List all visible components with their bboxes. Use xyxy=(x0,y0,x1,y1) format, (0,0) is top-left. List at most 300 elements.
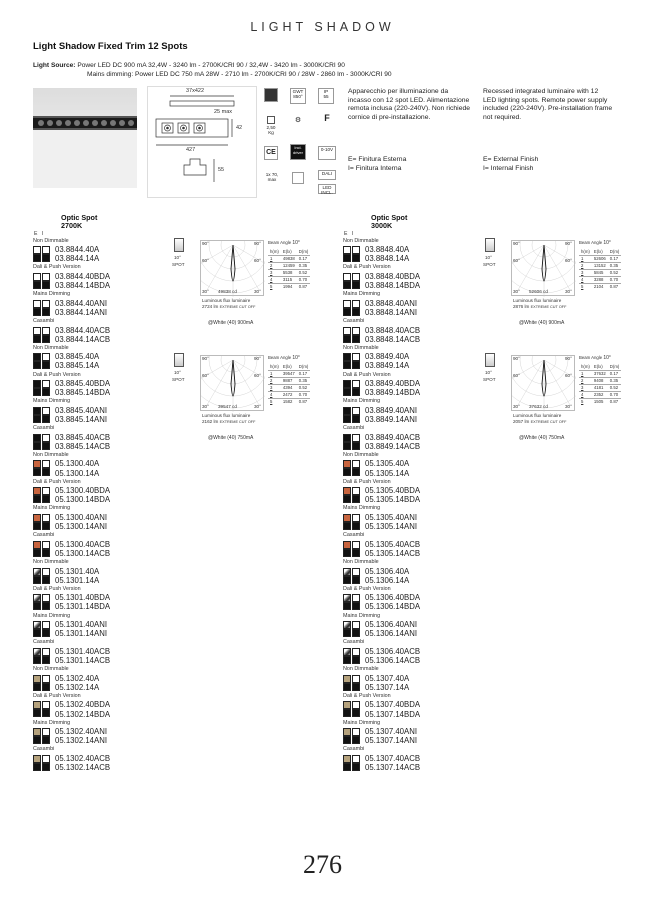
ext-finish-swatch xyxy=(33,487,41,495)
page-title: Light Shadow Fixed Trim 12 Spots xyxy=(33,41,188,52)
finish-swatch-pair xyxy=(343,379,463,397)
int-finish-swatch xyxy=(42,308,50,316)
finish-swatch-pair xyxy=(343,647,463,665)
finish-swatch-pair xyxy=(33,406,153,424)
polar-diagram xyxy=(200,355,264,411)
int-finish-swatch xyxy=(352,388,360,396)
int-finish-swatch xyxy=(42,594,50,602)
led-text: LED INCL. xyxy=(321,185,333,195)
cutoff-label: EXTREME CUT OFF xyxy=(219,304,256,309)
table-header-cell: D(m) xyxy=(298,363,309,369)
optic-type-label: SPOT xyxy=(172,262,185,267)
table-row xyxy=(579,269,621,276)
light-source xyxy=(33,62,392,79)
polar-grid-ray xyxy=(233,245,259,290)
ext-finish-swatch xyxy=(343,380,351,388)
product-code: 05.1305.14BDA xyxy=(365,495,421,505)
product-code: 03.8845.40ACB xyxy=(55,432,111,442)
finish-swatch-pair xyxy=(343,299,463,317)
product-code: 05.1306.14ANI xyxy=(365,629,418,639)
version-label: Non Dimmable xyxy=(343,451,379,458)
product-code: 05.1306.40ANI xyxy=(365,620,418,630)
int-finish-swatch xyxy=(352,656,360,664)
product-code: 03.8844.14A xyxy=(55,254,100,264)
table-header-row xyxy=(579,363,621,370)
illuminance-grid xyxy=(268,248,310,290)
ce-icon xyxy=(264,146,278,160)
int-finish-swatch xyxy=(42,487,50,495)
finish-swatch-pair xyxy=(33,700,153,718)
table-row xyxy=(268,391,310,398)
table-cell: 2472 xyxy=(281,391,297,398)
flux-value: 2876 lm xyxy=(513,303,530,309)
dali-text: DALI xyxy=(321,171,333,176)
beam-angle-label: 10° xyxy=(485,255,492,260)
table-cell: 4 xyxy=(579,276,592,283)
product-code: 05.1301.40A xyxy=(55,566,100,576)
table-cell: 0.70 xyxy=(608,276,622,283)
table-cell: 13152 xyxy=(593,263,606,268)
table-cell: 5 xyxy=(268,398,281,405)
flux-row xyxy=(202,304,255,311)
int-finish-swatch xyxy=(42,327,50,335)
product-code: 05.1302.14BDA xyxy=(55,709,111,719)
beam-angle-title: Beam Angle xyxy=(268,355,292,360)
ext-finish-swatch xyxy=(343,308,351,316)
light-source-line1: Power LED DC 900 mA 32,4W - 3240 lm - 2700K/CRI 90 / 32,4W - 3420 lm - 3000K/CRI 90 xyxy=(77,62,345,69)
finish-en-ext: E= External Finish xyxy=(483,156,539,163)
flux-label: Luminous flux luminaire xyxy=(513,413,562,418)
beam-angle-header xyxy=(579,240,629,246)
illuminance-grid xyxy=(268,363,310,405)
version-label: Mains Dimming xyxy=(33,291,71,298)
product-code: 03.8845.14A xyxy=(55,361,100,371)
int-finish-swatch xyxy=(42,683,50,691)
product-code: 05.1307.40ACB xyxy=(365,754,421,764)
wattage-icon xyxy=(264,172,280,188)
table-cell: 4 xyxy=(268,276,281,283)
table-header-cell: E(lx) xyxy=(593,248,603,254)
version-label: Casambi xyxy=(343,746,365,753)
ext-finish-swatch xyxy=(343,594,351,602)
product-code: 03.8844.40ANI xyxy=(55,298,108,308)
int-finish-swatch xyxy=(352,514,360,522)
flux-label: Luminous flux luminaire xyxy=(513,298,562,303)
description-en: Recessed integrated luminaire with 12 LED lighting spots. Remote power supply included (220-240V). Pre-installation frame not required. xyxy=(483,88,613,121)
f-mark: F xyxy=(324,113,330,123)
table-row xyxy=(579,377,621,384)
polar-diagram xyxy=(200,240,264,296)
weight-icon xyxy=(264,116,278,134)
product-code: 03.8849.40A xyxy=(365,352,410,362)
ext-finish-swatch xyxy=(343,407,351,415)
product-code: 03.8848.40ANI xyxy=(365,298,418,308)
table-cell: 0.35 xyxy=(297,262,311,269)
product-code: 05.1306.40ACB xyxy=(365,646,421,656)
ext-finish-swatch xyxy=(33,736,41,744)
product-code: 03.8848.14ANI xyxy=(365,307,418,317)
product-code: 03.8844.40ACB xyxy=(55,325,111,335)
int-finish-swatch xyxy=(42,353,50,361)
table-cell: 2 xyxy=(268,377,281,384)
ext-finish-swatch xyxy=(33,594,41,602)
product-code: 03.8845.14ANI xyxy=(55,414,108,424)
dimm-badge xyxy=(318,146,336,160)
version-label: Non Dimmable xyxy=(343,558,379,565)
int-finish-swatch xyxy=(352,629,360,637)
description-it: Apparecchio per illuminazione da incasso con 12 spot LED. Alimentazione remota inclusa (220-240V). Non richiede cornice di pre-installazione. xyxy=(348,88,471,121)
int-finish-swatch xyxy=(352,648,360,656)
ext-finish-swatch xyxy=(343,656,351,664)
product-code: 05.1305.14A xyxy=(365,468,410,478)
ext-finish-swatch xyxy=(33,675,41,683)
ext-finish-swatch xyxy=(343,415,351,423)
version-label: Mains Dimming xyxy=(343,505,381,512)
ip-value: 55 xyxy=(323,94,329,99)
angle-60-right: 60° xyxy=(565,258,572,263)
int-finish-swatch xyxy=(42,468,50,476)
finish-swatch-pair xyxy=(343,754,463,772)
int-finish-swatch xyxy=(352,460,360,468)
int-finish-swatch xyxy=(352,522,360,530)
version-label: Non Dimmable xyxy=(33,558,69,565)
product-code: 03.8849.14ANI xyxy=(365,414,418,424)
table-cell: 39547 xyxy=(282,371,295,376)
table-cell: 2 xyxy=(579,262,592,269)
product-code: 05.1307.40ANI xyxy=(365,727,418,737)
angle-90-right: 90° xyxy=(254,241,261,246)
table-row xyxy=(579,398,621,405)
int-finish-swatch xyxy=(42,460,50,468)
table-cell: 3 xyxy=(268,269,281,276)
ext-finish-swatch xyxy=(33,380,41,388)
product-code: 05.1305.40A xyxy=(365,459,410,469)
driver-current: @White (40) 750mA xyxy=(519,435,565,441)
int-finish-swatch xyxy=(352,763,360,771)
table-cell: 0.70 xyxy=(297,276,311,283)
int-finish-swatch xyxy=(42,300,50,308)
ext-finish-swatch xyxy=(33,335,41,343)
ext-finish-swatch xyxy=(33,468,41,476)
i-label: I xyxy=(352,230,354,237)
finish-en-int: I= Internal Finish xyxy=(483,164,534,172)
finish-it-int: I= Finitura Interna xyxy=(348,164,402,172)
int-finish-swatch xyxy=(352,281,360,289)
finish-swatch-pair xyxy=(343,326,463,344)
int-finish-swatch xyxy=(352,300,360,308)
ext-finish-swatch xyxy=(343,763,351,771)
table-header-cell: D(m) xyxy=(609,248,620,254)
version-label: Casambi xyxy=(33,639,55,646)
ext-finish-swatch xyxy=(33,514,41,522)
angle-30-right: 30° xyxy=(565,404,572,409)
int-finish-swatch xyxy=(42,380,50,388)
int-finish-swatch xyxy=(352,468,360,476)
illuminance-table xyxy=(268,355,318,405)
int-finish-swatch xyxy=(352,361,360,369)
product-code: 05.1302.40A xyxy=(55,673,100,683)
f-mark-icon xyxy=(320,113,334,130)
product-code: 05.1307.40BDA xyxy=(365,700,421,710)
beam-angle-label: 10° xyxy=(485,370,492,375)
finish-swatch-pair xyxy=(33,326,153,344)
flux-value: 2724 lm xyxy=(202,303,219,309)
finish-swatch-pair xyxy=(343,674,463,692)
table-cell: 0.70 xyxy=(297,391,311,398)
ext-finish-swatch xyxy=(33,407,41,415)
ext-finish-swatch xyxy=(33,648,41,656)
version-label: Mains Dimming xyxy=(343,612,381,619)
angle-60-right: 60° xyxy=(565,373,572,378)
int-finish-swatch xyxy=(42,246,50,254)
table-cell: 1 xyxy=(268,255,281,262)
driver-current: @White (40) 750mA xyxy=(208,435,254,441)
finish-swatch-pair xyxy=(343,459,463,477)
ext-finish-swatch xyxy=(343,755,351,763)
cct-label: 2700K xyxy=(61,221,83,231)
illuminance-table xyxy=(268,240,318,290)
optic-title: Optic Spot xyxy=(61,213,98,222)
flux-row xyxy=(513,304,566,311)
table-cell: 2 xyxy=(268,262,281,269)
technical-drawing xyxy=(147,86,257,198)
ext-finish-swatch xyxy=(33,300,41,308)
finish-swatch-pair xyxy=(33,433,153,451)
table-cell: 9408 xyxy=(592,377,608,384)
product-code: 05.1305.40ACB xyxy=(365,539,421,549)
int-finish-swatch xyxy=(352,415,360,423)
table-cell: 0.70 xyxy=(608,391,622,398)
version-label: Non Dimmable xyxy=(343,666,379,673)
table-cell: 0.87 xyxy=(608,398,622,405)
product-code: 05.1301.14A xyxy=(55,575,100,585)
product-code: 05.1305.40ANI xyxy=(365,513,418,522)
product-code: 05.1302.14A xyxy=(55,682,100,692)
version-label: Non Dimmable xyxy=(33,237,69,244)
version-label: Non Dimmable xyxy=(343,344,379,351)
int-finish-swatch xyxy=(352,353,360,361)
product-code: 03.8844.40BDA xyxy=(55,271,111,281)
product-code: 03.8844.14ANI xyxy=(55,307,108,317)
finish-swatch-pair xyxy=(33,754,153,772)
product-code: 05.1302.40BDA xyxy=(55,700,111,710)
ext-finish-swatch xyxy=(33,308,41,316)
version-label: Non Dimmable xyxy=(343,237,379,244)
int-finish-swatch xyxy=(352,576,360,584)
luminous-flux xyxy=(202,298,255,310)
finish-swatch-pair xyxy=(343,486,463,504)
table-cell: 3 xyxy=(579,384,592,391)
ip-label: IP xyxy=(323,89,329,94)
ext-finish-swatch xyxy=(343,541,351,549)
angle-30-right: 30° xyxy=(254,289,261,294)
flux-row xyxy=(202,419,255,426)
max-intensity: 49838 cd xyxy=(218,289,237,294)
table-cell: 5845 xyxy=(592,269,608,276)
table-cell: 0.52 xyxy=(608,384,622,391)
table-cell: 0.35 xyxy=(608,377,622,384)
photometric-panel xyxy=(162,238,322,330)
version-label: Casambi xyxy=(343,317,365,324)
table-cell: 0.17 xyxy=(297,255,311,262)
cutoff-label: EXTREME CUT OFF xyxy=(530,304,567,309)
photometric-panel xyxy=(473,238,633,330)
finish-swatch-pair xyxy=(343,567,463,585)
ext-finish-swatch xyxy=(343,335,351,343)
product-code: 05.1302.14ACB xyxy=(55,763,111,773)
angle-30-left: 30° xyxy=(513,404,520,409)
ext-finish-swatch xyxy=(343,495,351,503)
ext-finish-swatch xyxy=(33,701,41,709)
product-code: 05.1300.14A xyxy=(55,468,100,478)
table-header-cell: h(m) xyxy=(581,363,590,369)
int-finish-swatch xyxy=(352,675,360,683)
beam-angle-header xyxy=(579,355,629,361)
product-code: 05.1305.14ACB xyxy=(365,548,421,558)
table-cell: 2 xyxy=(579,377,592,384)
ext-finish-swatch xyxy=(343,522,351,530)
finish-swatch-pair xyxy=(33,674,153,692)
product-code: 05.1301.14ACB xyxy=(55,656,111,665)
table-cell: 1 xyxy=(579,370,592,377)
angle-90-right: 90° xyxy=(565,241,572,246)
ext-finish-swatch xyxy=(343,675,351,683)
finish-swatch-pair xyxy=(343,700,463,718)
ext-finish-swatch xyxy=(33,549,41,557)
finish-swatch-pair xyxy=(343,540,463,558)
beam-angle-value: 10° xyxy=(292,240,300,246)
table-header-cell: E(lx) xyxy=(282,363,292,369)
ext-finish-swatch xyxy=(343,361,351,369)
ext-finish-swatch xyxy=(343,300,351,308)
code-column-3000k xyxy=(343,214,463,772)
table-cell: 49838 xyxy=(282,256,295,261)
ext-finish-swatch xyxy=(33,576,41,584)
int-finish-swatch xyxy=(352,728,360,736)
product-code: 03.8848.40BDA xyxy=(365,271,421,281)
version-label: Dali & Push Version xyxy=(33,478,81,485)
ext-finish-swatch xyxy=(33,361,41,369)
version-label: Non Dimmable xyxy=(33,451,69,458)
ext-finish-swatch xyxy=(33,709,41,717)
optic-type-label: SPOT xyxy=(172,377,185,382)
version-label: Mains Dimming xyxy=(343,719,381,726)
ext-finish-swatch xyxy=(343,353,351,361)
optic-title: Optic Spot xyxy=(371,213,408,222)
ext-finish-swatch xyxy=(33,327,41,335)
photometric-panel xyxy=(162,353,322,445)
int-finish-swatch xyxy=(42,709,50,717)
square-icon xyxy=(292,172,304,184)
polar-grid-ray xyxy=(518,360,544,405)
ext-finish-swatch xyxy=(343,709,351,717)
version-label: Casambi xyxy=(33,425,55,432)
cutoff-label: EXTREME CUT OFF xyxy=(219,419,256,424)
angle-60-right: 60° xyxy=(254,373,261,378)
angle-90-right: 90° xyxy=(565,356,572,361)
int-finish-swatch xyxy=(42,736,50,744)
table-cell: 4 xyxy=(268,391,281,398)
ext-finish-swatch xyxy=(33,388,41,396)
table-cell: 0.87 xyxy=(608,283,622,290)
table-cell: 5538 xyxy=(281,269,297,276)
product-code: 05.1301.14BDA xyxy=(55,602,111,612)
table-header-row xyxy=(268,248,310,255)
dimm-text: 0-10V xyxy=(320,147,334,152)
int-finish-swatch xyxy=(42,549,50,557)
version-label: Casambi xyxy=(343,639,365,646)
version-label: Non Dimmable xyxy=(33,344,69,351)
table-cell: 0.17 xyxy=(297,370,311,377)
int-finish-swatch xyxy=(352,568,360,576)
product-code: 03.8844.40A xyxy=(55,245,100,255)
finish-swatch-pair xyxy=(343,406,463,424)
table-cell: 12459 xyxy=(282,263,295,268)
ext-finish-swatch xyxy=(343,629,351,637)
finish-swatch-pair xyxy=(33,299,153,317)
int-finish-swatch xyxy=(352,495,360,503)
product-code: 05.1302.40ACB xyxy=(55,754,111,764)
product-code: 03.8845.14ACB xyxy=(55,441,111,451)
polar-grid-ray xyxy=(518,245,544,290)
table-row xyxy=(579,255,621,262)
product-code: 03.8849.40ACB xyxy=(365,432,421,442)
int-finish-swatch xyxy=(42,755,50,763)
optic-type-label: SPOT xyxy=(483,262,496,267)
page-number: 276 xyxy=(303,850,342,879)
driver-current: @White (40) 900mA xyxy=(208,320,254,326)
table-cell: 0.52 xyxy=(297,269,311,276)
int-finish-swatch xyxy=(352,380,360,388)
version-label: Dali & Push Version xyxy=(33,264,81,271)
table-cell: 0.17 xyxy=(608,370,622,377)
luminous-flux xyxy=(202,413,255,425)
table-cell: 3115 xyxy=(281,276,297,283)
column-heading xyxy=(343,214,463,231)
product-code: 05.1305.40BDA xyxy=(365,486,421,496)
ext-finish-swatch xyxy=(343,246,351,254)
driver-current: @White (40) 900mA xyxy=(519,320,565,326)
ip-badge xyxy=(318,88,334,104)
dim-width: 427 xyxy=(186,147,196,153)
table-row xyxy=(579,391,621,398)
int-finish-swatch xyxy=(42,576,50,584)
int-finish-swatch xyxy=(42,602,50,610)
polar-diagram xyxy=(511,240,575,296)
max-intensity: 39547 cd xyxy=(218,404,237,409)
product-code: 03.8848.14A xyxy=(365,254,410,264)
optic-type-label: SPOT xyxy=(483,377,496,382)
ext-finish-swatch xyxy=(33,602,41,610)
angle-30-left: 30° xyxy=(202,289,209,294)
table-header-cell: h(m) xyxy=(270,248,279,254)
version-label: Mains Dimming xyxy=(33,612,71,619)
ext-finish-swatch xyxy=(33,442,41,450)
int-finish-swatch xyxy=(42,675,50,683)
ext-finish-swatch xyxy=(33,728,41,736)
e-label: E xyxy=(344,230,348,237)
code-column-2700k xyxy=(33,214,153,772)
int-finish-swatch xyxy=(352,327,360,335)
table-cell: 2104 xyxy=(592,283,608,290)
int-finish-swatch xyxy=(42,361,50,369)
product-code: 03.8849.14BDA xyxy=(365,388,421,398)
brand-header: LIGHT SHADOW xyxy=(250,20,395,34)
int-finish-swatch xyxy=(42,388,50,396)
version-label: Casambi xyxy=(33,317,55,324)
finish-swatch-pair xyxy=(33,245,153,263)
table-row xyxy=(579,370,621,377)
